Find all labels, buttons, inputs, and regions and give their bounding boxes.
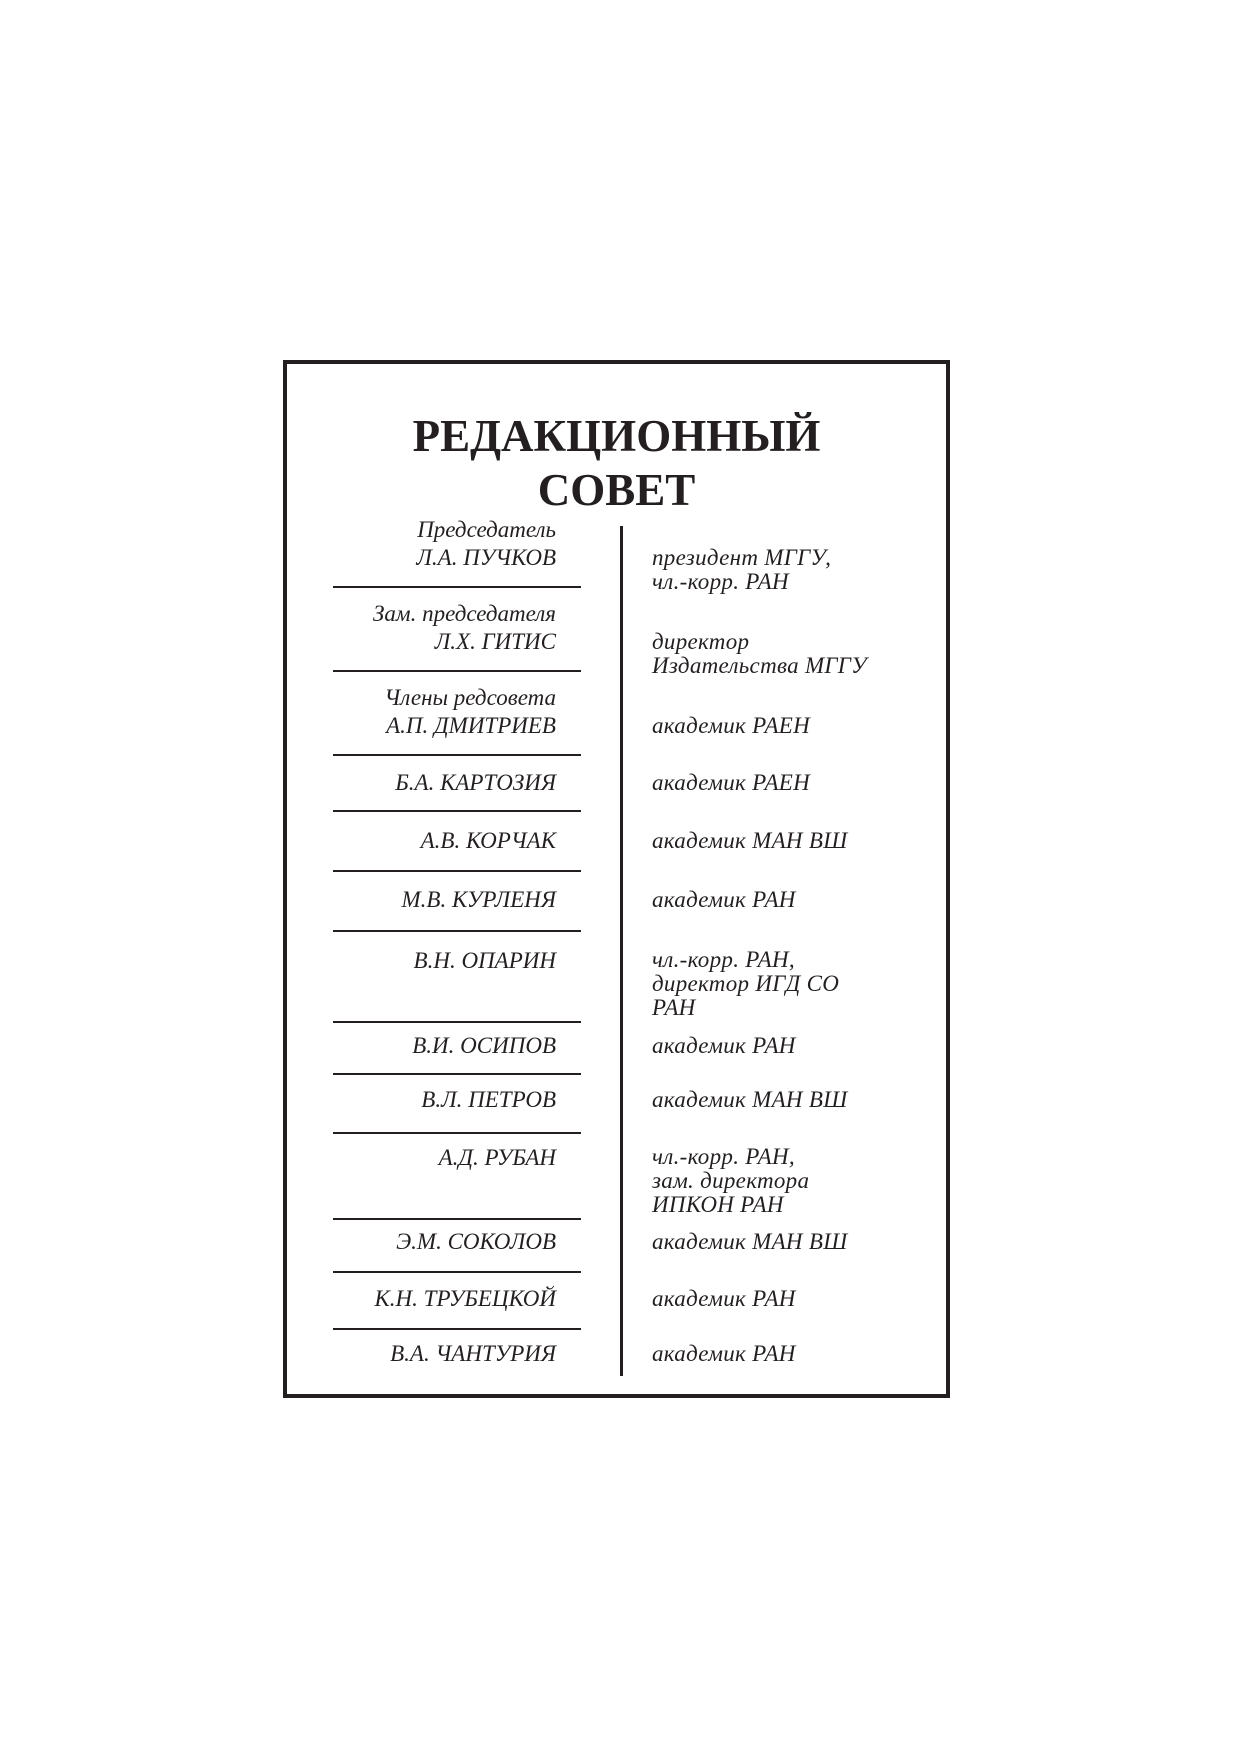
row-rule bbox=[333, 1328, 581, 1330]
chairman-title bbox=[652, 546, 831, 594]
row-rule bbox=[333, 586, 581, 588]
member-title-line: директор ИГД СО bbox=[652, 971, 840, 996]
row-rule bbox=[333, 754, 581, 756]
member-name: Б.А. КАРТОЗИЯ bbox=[395, 770, 556, 795]
deputy-title-line: директор bbox=[652, 629, 750, 654]
member-title bbox=[652, 1034, 796, 1058]
member-title-line: чл.-корр. РАН, bbox=[652, 1144, 795, 1169]
column-divider bbox=[620, 526, 623, 1376]
member-title-line: РАН bbox=[652, 995, 696, 1020]
member-name: В.Н. ОПАРИН bbox=[413, 948, 556, 973]
board-title-line-2: СОВЕТ bbox=[537, 465, 696, 515]
member-title bbox=[652, 1342, 796, 1366]
members-heading: Члены редсовета bbox=[384, 685, 556, 710]
board-title-line-1: РЕДАКЦИОННЫЙ bbox=[412, 411, 821, 461]
member-title bbox=[652, 1088, 848, 1112]
row-rule bbox=[333, 870, 581, 872]
chairman-title-line: чл.-корр. РАН bbox=[652, 569, 789, 594]
member-title-line: ИПКОН РАН bbox=[652, 1192, 784, 1217]
deputy-role: Зам. председателя bbox=[373, 601, 556, 626]
row-rule bbox=[333, 1218, 581, 1220]
member-name: К.Н. ТРУБЕЦКОЙ bbox=[374, 1286, 556, 1311]
member-title bbox=[652, 948, 839, 1020]
member-title-line: академик МАН ВШ bbox=[652, 1229, 848, 1254]
member-name: В.И. ОСИПОВ bbox=[412, 1033, 556, 1058]
member-name: В.Л. ПЕТРОВ bbox=[421, 1087, 556, 1112]
member-title-line: академик РАН bbox=[652, 1341, 796, 1366]
editorial-board-frame bbox=[283, 360, 950, 1398]
member-name: А.Д. РУБАН bbox=[438, 1145, 556, 1170]
member-title bbox=[652, 771, 810, 795]
member-name: Э.М. СОКОЛОВ bbox=[396, 1229, 556, 1254]
member-title-line: академик РАЕН bbox=[652, 713, 811, 738]
member-title bbox=[652, 1230, 848, 1254]
row-rule bbox=[333, 930, 581, 932]
member-title bbox=[652, 1287, 796, 1311]
chairman-title-line: президент МГГУ, bbox=[652, 545, 832, 570]
chairman-role: Председатель bbox=[417, 517, 556, 542]
member-title bbox=[652, 829, 848, 853]
member-title bbox=[652, 714, 810, 738]
member-title bbox=[652, 888, 796, 912]
member-name: В.А. ЧАНТУРИЯ bbox=[390, 1341, 556, 1366]
member-name: А.П. ДМИТРИЕВ bbox=[386, 713, 556, 738]
member-name: А.В. КОРЧАК bbox=[420, 828, 556, 853]
deputy-title-line: Издательства МГГУ bbox=[652, 653, 867, 678]
member-title-line: чл.-корр. РАН, bbox=[652, 947, 795, 972]
row-rule bbox=[333, 1271, 581, 1273]
row-rule bbox=[333, 670, 581, 672]
member-title bbox=[652, 1145, 809, 1217]
member-title-line: академик РАН bbox=[652, 1033, 796, 1058]
deputy-title bbox=[652, 630, 867, 678]
member-title-line: академик РАН bbox=[652, 1286, 796, 1311]
member-title-line: зам. директора bbox=[652, 1168, 810, 1193]
member-title-line: академик РАЕН bbox=[652, 770, 811, 795]
row-rule bbox=[333, 1073, 581, 1075]
row-rule bbox=[333, 810, 581, 812]
member-name: М.В. КУРЛЕНЯ bbox=[401, 887, 556, 912]
member-title-line: академик МАН ВШ bbox=[652, 1087, 848, 1112]
row-rule bbox=[333, 1021, 581, 1023]
chairman-name: Л.А. ПУЧКОВ bbox=[416, 545, 556, 570]
member-title-line: академик РАН bbox=[652, 887, 796, 912]
member-title-line: академик МАН ВШ bbox=[652, 828, 848, 853]
deputy-name: Л.Х. ГИТИС bbox=[434, 629, 556, 654]
row-rule bbox=[333, 1132, 581, 1134]
